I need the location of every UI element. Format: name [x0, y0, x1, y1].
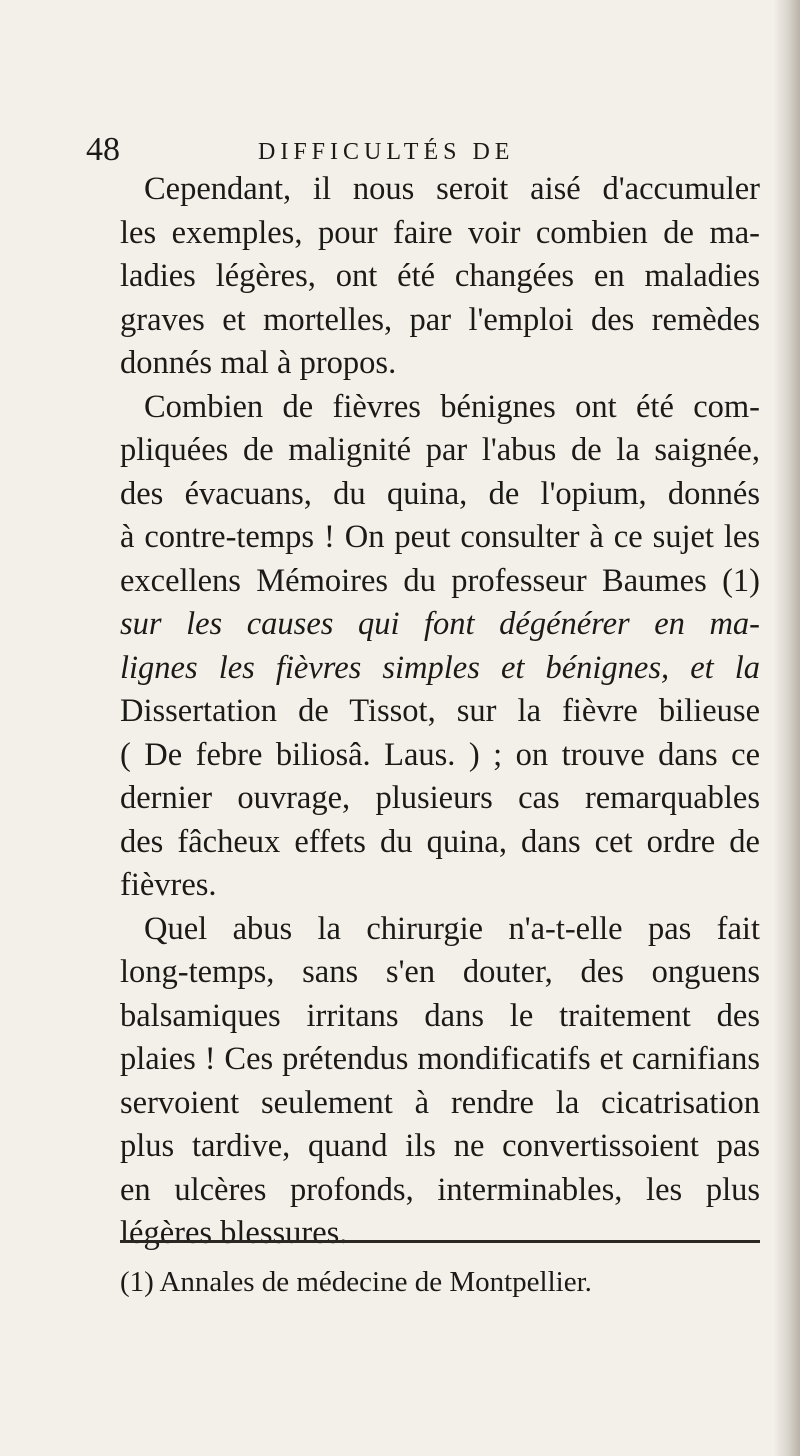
text-line: ( De febre biliosâ. Laus. ) ; on trouve dans ce	[120, 736, 760, 773]
page-edge-shadow	[774, 0, 800, 1456]
running-title: DIFFICULTÉS DE	[258, 139, 515, 165]
page-header	[86, 128, 726, 172]
text-line: Quel abus la chirurgie n'a-t-elle pas fait	[144, 910, 760, 947]
footnote: (1) Annales de médecine de Montpellier.	[120, 1266, 592, 1298]
text-line: des évacuans, du quina, de l'opium, donnés	[120, 475, 760, 512]
text-line: pliquées de malignité par l'abus de la saignée,	[120, 432, 760, 468]
text-line: légères blessures.	[120, 1215, 348, 1251]
text-line: plus tardive, quand ils ne convertissoient pas	[120, 1128, 760, 1164]
text-line: sur les causes qui font dégénérer en ma-	[120, 606, 760, 642]
text-line: dernier ouvrage, plusieurs cas remarquables	[120, 780, 760, 816]
text-line: fièvres.	[120, 867, 217, 903]
text-line: long-temps, sans s'en douter, des onguens	[120, 954, 760, 990]
body-text	[120, 168, 760, 1256]
text-line: servoient seulement à rendre la cicatrisation	[120, 1084, 760, 1121]
text-line: Dissertation de Tissot, sur la fièvre bilieuse	[120, 693, 760, 729]
text-line: donnés mal à propos.	[120, 345, 397, 381]
text-line: excellens Mémoires du professeur Baumes (1)	[120, 562, 760, 599]
text-line: les exemples, pour faire voir combien de ma-	[120, 214, 760, 251]
text-line: graves et mortelles, par l'emploi des remèdes	[120, 301, 760, 338]
text-line: ladies légères, ont été changées en maladies	[120, 258, 760, 294]
text-line: balsamiques irritans dans le traitement des	[120, 997, 760, 1034]
text-line: Combien de fièvres bénignes ont été com-	[144, 388, 760, 425]
text-line: Cependant, il nous seroit aisé d'accumuler	[144, 171, 760, 207]
text-line: à contre-temps ! On peut consulter à ce sujet les	[120, 519, 760, 555]
text-line: des fâcheux effets du quina, dans cet ordre de	[120, 823, 760, 860]
text-line: plaies ! Ces prétendus mondificatifs et carnifians	[120, 1041, 760, 1077]
footnote-separator	[120, 1240, 760, 1243]
page-number: 48	[86, 131, 120, 168]
text-line: en ulcères profonds, interminables, les plus	[120, 1171, 760, 1208]
text-line: lignes les fièvres simples et bénignes, et la	[120, 649, 760, 686]
